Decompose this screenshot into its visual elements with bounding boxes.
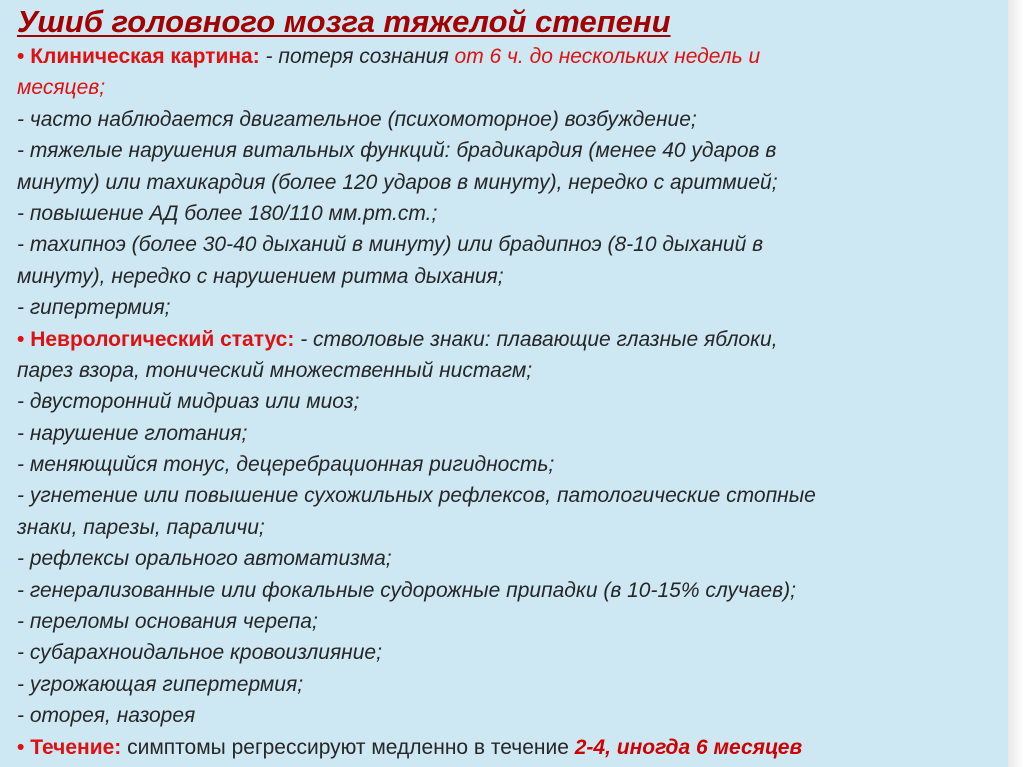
clinical-lead-red-2: месяцев; (17, 76, 106, 100)
neuro-item: - рефлексы орального автоматизма; (17, 547, 392, 571)
course-label: Течение: (30, 735, 122, 759)
bullet-icon: • (17, 735, 25, 759)
neuro-item: - переломы основания черепа; (17, 610, 318, 634)
clinical-item: - повышение АД более 180/110 мм.рт.ст.; (17, 201, 438, 225)
neuro-item: - угнетение или повышение сухожильных рефлексов, патологические стопные (17, 484, 816, 508)
neuro-item: - угрожающая гипертермия; (17, 672, 304, 696)
neuro-item: парез взора, тонический множественный нистагм; (17, 358, 533, 382)
course-line (17, 732, 1008, 763)
neuro-item: - генерализованные или фокальные судорожные припадки (в 10-15% случаев); (17, 578, 796, 602)
neuro-item: - нарушение глотания; (17, 421, 248, 445)
clinical-lead-dash: - (259, 45, 279, 68)
clinical-item: - тяжелые нарушения витальных функций: брадикардия (менее 40 ударов в (17, 139, 777, 163)
neuro-heading-line (17, 324, 1008, 355)
clinical-lead-red-1: от 6 ч. до нескольких недель и (454, 45, 761, 68)
neuro-lead-text: - стволовые знаки: плавающие глазные яблоки, (294, 327, 778, 351)
clinical-lead-text: потеря сознания (278, 45, 455, 68)
slide-edge (1008, 0, 1024, 767)
clinical-item: - тахипноэ (более 30-40 дыханий в минуту) или брадипноэ (8-10 дыханий в (17, 233, 764, 257)
neuro-item: - меняющийся тонус, децеребрационная ригидность; (17, 453, 555, 477)
slide-title: Ушиб головного мозга тяжелой степени (17, 4, 671, 39)
course-text: симптомы регрессируют медленно в течение (121, 735, 575, 759)
bullet-icon: • (17, 327, 25, 351)
clinical-heading-line (17, 41, 1008, 72)
neuro-item: знаки, парезы, параличи; (17, 515, 265, 539)
clinical-item: - часто наблюдается двигательное (психомоторное) возбуждение; (17, 107, 697, 131)
clinical-label: Клиническая картина: (30, 45, 260, 68)
neuro-item: - оторея, назорея (17, 704, 196, 728)
clinical-item: минуту) или тахикардия (более 120 ударов в минуту), нередко с аритмией; (17, 170, 778, 194)
course-emphasis: 2-4, иногда 6 месяцев (574, 735, 803, 759)
clinical-item: - гипертермия; (17, 296, 171, 320)
slide-body (17, 41, 1008, 763)
neuro-item: - двусторонний мидриаз или миоз; (17, 390, 360, 414)
neuro-item: - субарахноидальное кровоизлияние; (17, 641, 382, 665)
neuro-label: Неврологический статус: (30, 327, 295, 351)
bullet-icon: • (17, 45, 25, 68)
clinical-item: минуту), нередко с нарушением ритма дыхания; (17, 264, 504, 288)
